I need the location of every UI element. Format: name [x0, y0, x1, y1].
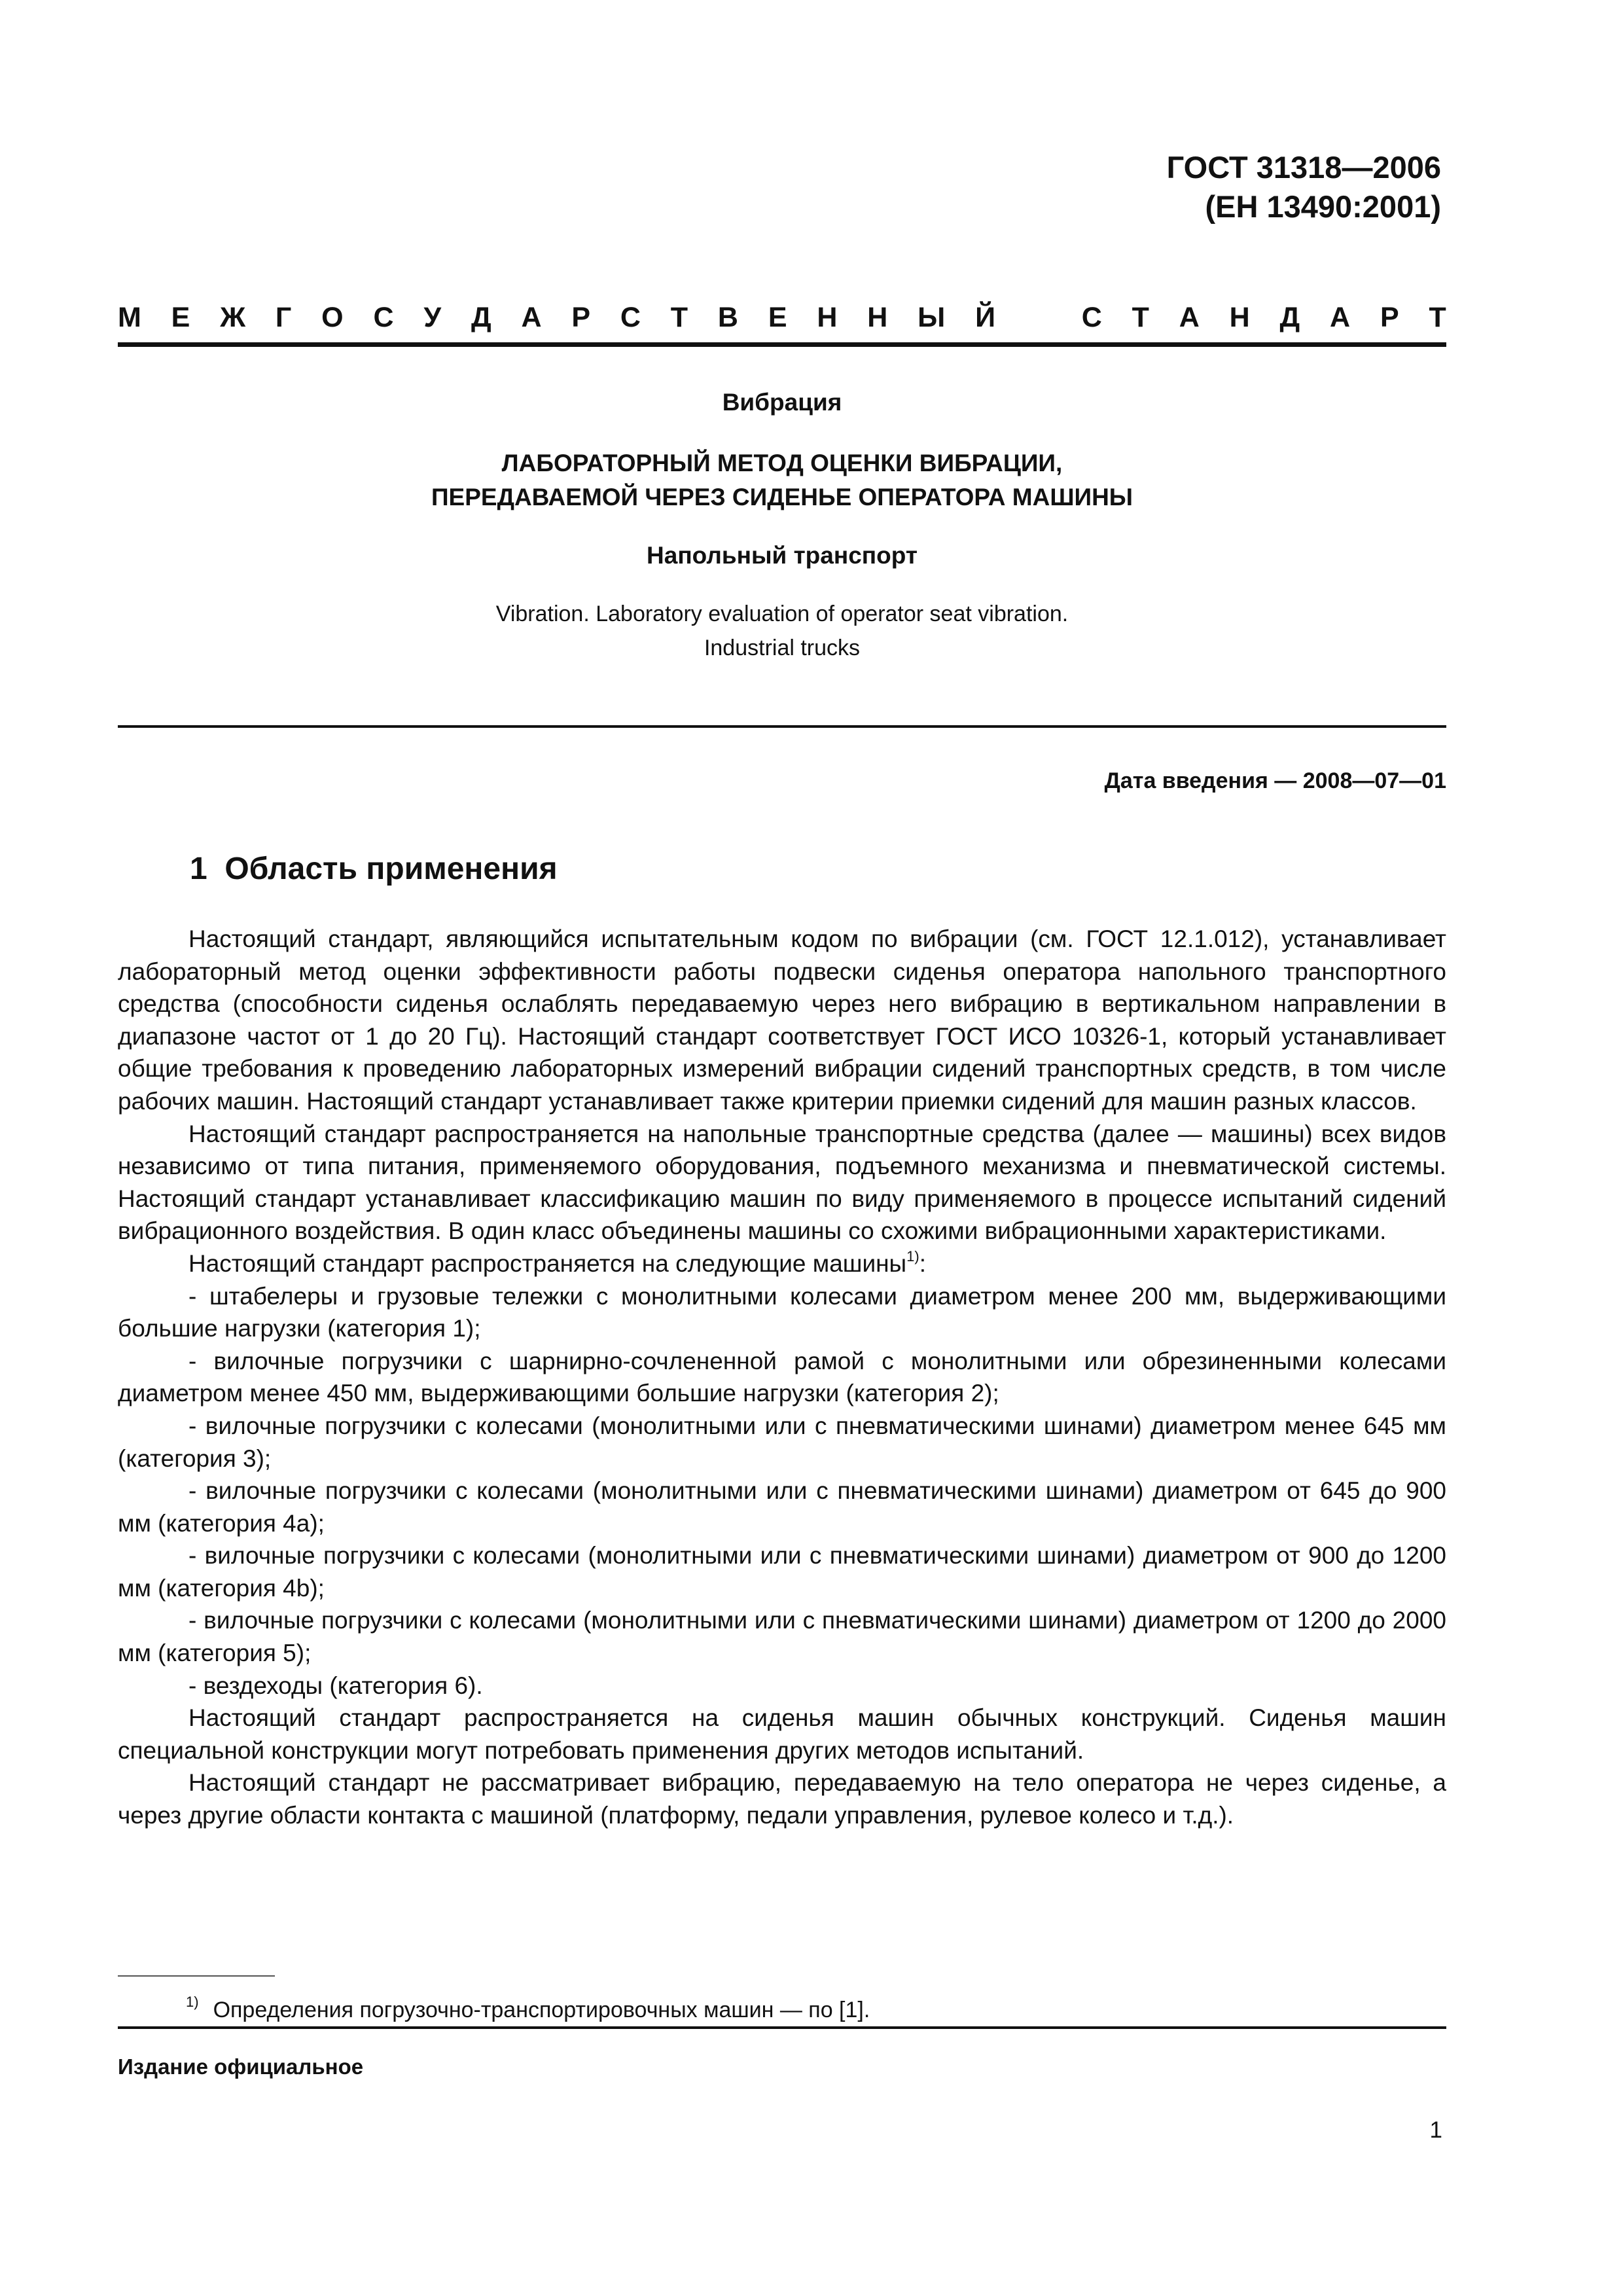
banner-word-gap: [1026, 298, 1052, 337]
list-item: - вездеходы (категория 6).: [188, 1672, 483, 1699]
interstate-standard-banner: [118, 298, 1446, 337]
title-main-line2: ПЕРЕДАВАЕМОЙ ЧЕРЕЗ СИДЕНЬЕ ОПЕРАТОРА МАШИНЫ: [431, 484, 1133, 511]
title-english-line2: Industrial trucks: [704, 636, 861, 660]
paragraph: Настоящий стандарт не рассматривает вибрацию, передаваемую на тело оператора не через сиденье, а через другие области контакта с машиной (платформу, педали управления, рулевое колесо и т.д.).: [118, 1769, 1446, 1829]
section-title: Область применения: [224, 852, 558, 886]
banner-letter: Н: [867, 302, 888, 333]
paragraph-colon: :: [919, 1249, 926, 1277]
list-item: - вилочные погрузчики с шарнирно-сочлененной рамой с монолитными или обрезиненными колесами диаметром менее 450 мм, выдерживающими большие нагрузки (категория 2);: [118, 1347, 1446, 1407]
paragraph: [118, 1247, 1446, 1280]
title-english-line1: Vibration. Laboratory evaluation of operator seat vibration.: [495, 601, 1069, 626]
list-item: - вилочные погрузчики с колесами (монолитными или с пневматическими шинами) диаметром от 1200 до 2000 мм (категория 5);: [118, 1607, 1446, 1667]
standard-number: ГОСТ 31318—2006: [1166, 150, 1441, 185]
banner-letter: У: [423, 302, 442, 333]
footnote-text: Определения погрузочно-транспортировочных машин — по [1].: [213, 1998, 870, 2022]
banner-letter: Д: [471, 302, 491, 333]
banner-letter: Т: [1132, 302, 1149, 333]
list-item: - вилочные погрузчики с колесами (монолитными или с пневматическими шинами) диаметром менее 645 мм (категория 3);: [118, 1412, 1446, 1472]
section-body: [118, 923, 1446, 1832]
paragraph: Настоящий стандарт распространяется на сиденья машин обычных конструкций. Сиденья машин специальной конструкции могут потребовать применения других методов испытаний.: [118, 1704, 1446, 1764]
page-number: 1: [1429, 2117, 1442, 2143]
banner-letter: В: [717, 302, 738, 333]
edition-label: Издание официальное: [118, 2054, 364, 2079]
list-item: - штабелеры и грузовые тележки с монолитными колесами диаметром менее 200 мм, выдерживающими большие нагрузки (категория 1);: [118, 1282, 1446, 1342]
banner-letter: Р: [1380, 302, 1399, 333]
section-number: 1: [190, 852, 207, 886]
title-subtitle: Напольный транспорт: [647, 542, 918, 569]
banner-letter: Т: [1429, 302, 1446, 333]
title-topic: Вибрация: [722, 389, 842, 416]
banner-letter: С: [1081, 302, 1102, 333]
header-rule: [118, 342, 1446, 347]
banner-letter: Д: [1279, 302, 1300, 333]
title-rule: [118, 725, 1446, 728]
banner-letter: Н: [1229, 302, 1250, 333]
banner-letter: Е: [768, 302, 787, 333]
banner-letter: Е: [171, 302, 190, 333]
banner-letter: А: [1330, 302, 1351, 333]
footer-rule: [118, 2026, 1446, 2029]
banner-letter: С: [373, 302, 394, 333]
footnote-reference: 1): [906, 1247, 919, 1265]
banner-letter: А: [1179, 302, 1200, 333]
title-main-line1: ЛАБОРАТОРНЫЙ МЕТОД ОЦЕНКИ ВИБРАЦИИ,: [501, 450, 1063, 476]
equivalent-standard: (ЕН 13490:2001): [1205, 189, 1441, 224]
banner-letter: С: [620, 302, 641, 333]
banner-letter: Т: [670, 302, 688, 333]
banner-letter: Н: [817, 302, 838, 333]
paragraph: Настоящий стандарт распространяется на напольные транспортные средства (далее — машины) всех видов независимо от типа питания, применяемого оборудования, подъемного механизма и пневматической системы. Настоящий стандарт устанавливает классификацию машин по виду применяемого в процессе испытаний сидений вибрационного воздействия. В один класс объединены машины со схожими вибрационными характеристиками.: [118, 1120, 1446, 1245]
banner-letter: О: [321, 302, 344, 333]
paragraph: Настоящий стандарт, являющийся испытательным кодом по вибрации (см. ГОСТ 12.1.012), устанавливает лабораторный метод оценки эффективности работы подвески сиденья оператора напольного транспортного средства (способности сиденья ослаблять передаваемую через него вибрацию в вертикальном направлении в диапазоне частот от 1 до 20 Гц). Настоящий стандарт соответствует ГОСТ ИСО 10326-1, который устанавливает общие требования к проведению лабораторных измерений вибрации сидений транспортных средств, в том числе рабочих машин. Настоящий стандарт устанавливает также критерии приемки сидений для машин разных классов.: [118, 925, 1446, 1115]
footnote-separator: [118, 1975, 275, 1977]
banner-letter: А: [521, 302, 542, 333]
footnote: [186, 1994, 870, 2026]
standard-designation: [1167, 148, 1441, 226]
banner-letter: Й: [975, 302, 996, 333]
section-heading: [190, 849, 558, 889]
list-item: - вилочные погрузчики с колесами (монолитными или с пневматическими шинами) диаметром от 645 до 900 мм (категория 4а);: [118, 1477, 1446, 1537]
banner-letter: Р: [571, 302, 591, 333]
banner-letter: Ж: [220, 302, 246, 333]
banner-letter: Ы: [918, 302, 946, 333]
title-english: [118, 597, 1446, 665]
title-block: [118, 386, 1446, 665]
banner-letter: Г: [275, 302, 292, 333]
list-item: - вилочные погрузчики с колесами (монолитными или с пневматическими шинами) диаметром от 900 до 1200 мм (категория 4b);: [118, 1542, 1446, 1602]
banner-letter: М: [118, 302, 141, 333]
paragraph-text: Настоящий стандарт распространяется на следующие машины: [188, 1249, 907, 1277]
title-main: [118, 446, 1446, 514]
footnote-marker: 1): [186, 1994, 199, 2010]
introduction-date: Дата введения — 2008—07—01: [1104, 768, 1446, 793]
